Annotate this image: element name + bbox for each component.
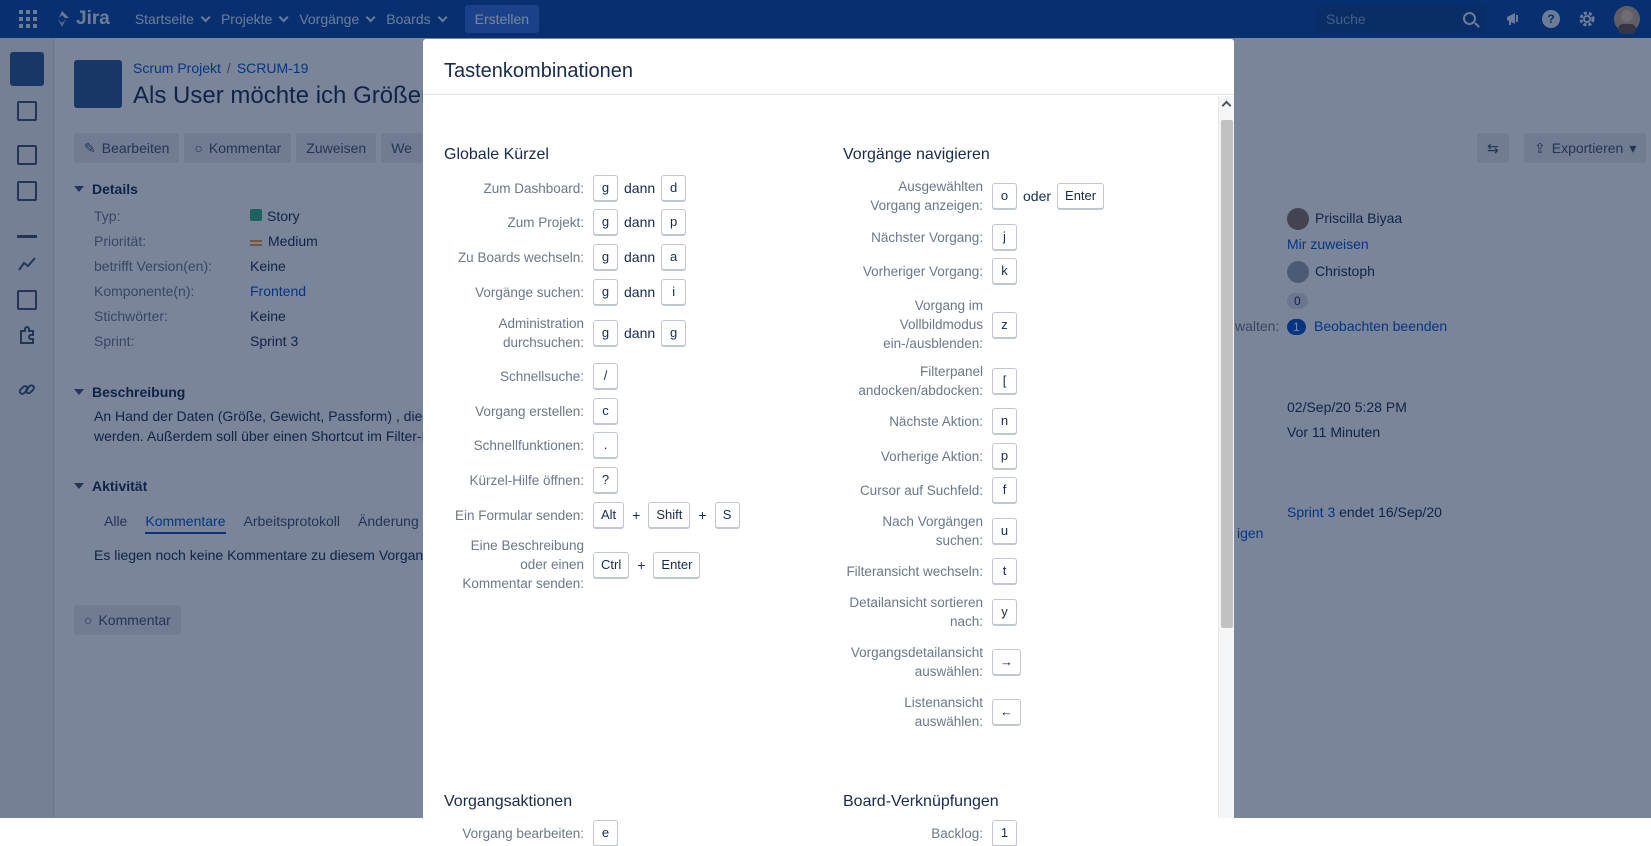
shortcut-row: Filteransicht wechseln: t [803,558,1017,584]
issue-actions-heading: Vorgangsaktionen [444,793,573,810]
shortcut-row: Zu Boards wechseln: g dann a [423,244,686,270]
shortcut-row: Nächste Aktion: n [803,408,1017,434]
shortcut-row: Vorgang im Vollbildmodus ein-/ausblenden: z [803,296,1017,353]
shortcut-row: Detailansicht sortieren nach: y [803,593,1017,631]
dialog-header [423,39,1234,95]
shortcut-row: Kürzel-Hilfe öffnen: ? [423,467,618,493]
shortcut-row: Nächster Vorgang: j [803,224,1017,250]
shortcut-row: Administration durchsuchen: g dann g [423,314,686,352]
shortcut-row: Backlog: 1 [803,820,1017,846]
shortcut-row: Vorgänge suchen: g dann i [423,279,686,305]
shortcut-row: Vorgang erstellen: c [423,398,618,424]
dialog-scrollbar[interactable] [1218,96,1234,818]
shortcut-row: Ein Formular senden: Alt + Shift + S [423,502,740,528]
shortcut-row: Ausgewählten Vorgang anzeigen: o oder Enter [803,177,1104,215]
shortcut-row: Vorheriger Vorgang: k [803,258,1017,284]
global-shortcuts-heading: Globale Kürzel [444,146,549,163]
shortcut-row: Filterpanel andocken/abdocken: [ [803,362,1017,400]
keyboard-shortcuts-dialog [423,39,1234,841]
shortcut-row: Listenansicht auswählen: ← [803,693,1021,731]
board-shortcuts-heading: Board-Verknüpfungen [843,793,999,810]
shortcut-row: Vorgang bearbeiten: e [423,820,618,846]
shortcut-row: Zum Projekt: g dann p [423,209,686,235]
shortcut-row: Zum Dashboard: g dann d [423,175,686,201]
shortcut-row: Vorherige Aktion: p [803,443,1017,469]
dialog-title: Tastenkombinationen [444,60,634,82]
scroll-up-arrow-icon[interactable] [1222,101,1232,111]
dialog-body [423,96,1218,841]
shortcut-row: Schnellfunktionen: . [423,432,618,458]
shortcut-row: Vorgangsdetailansicht auswählen: → [803,643,1021,681]
scrollbar-thumb[interactable] [1221,120,1233,628]
shortcut-row: Schnellsuche: / [423,363,618,389]
navigate-issues-heading: Vorgänge navigieren [843,146,990,163]
shortcut-row: Eine Beschreibung oder einen Kommentar senden: Ctrl + Enter [423,536,700,593]
shortcut-row: Cursor auf Suchfeld: f [803,477,1017,503]
shortcut-row: Nach Vorgängen suchen: u [803,512,1017,550]
